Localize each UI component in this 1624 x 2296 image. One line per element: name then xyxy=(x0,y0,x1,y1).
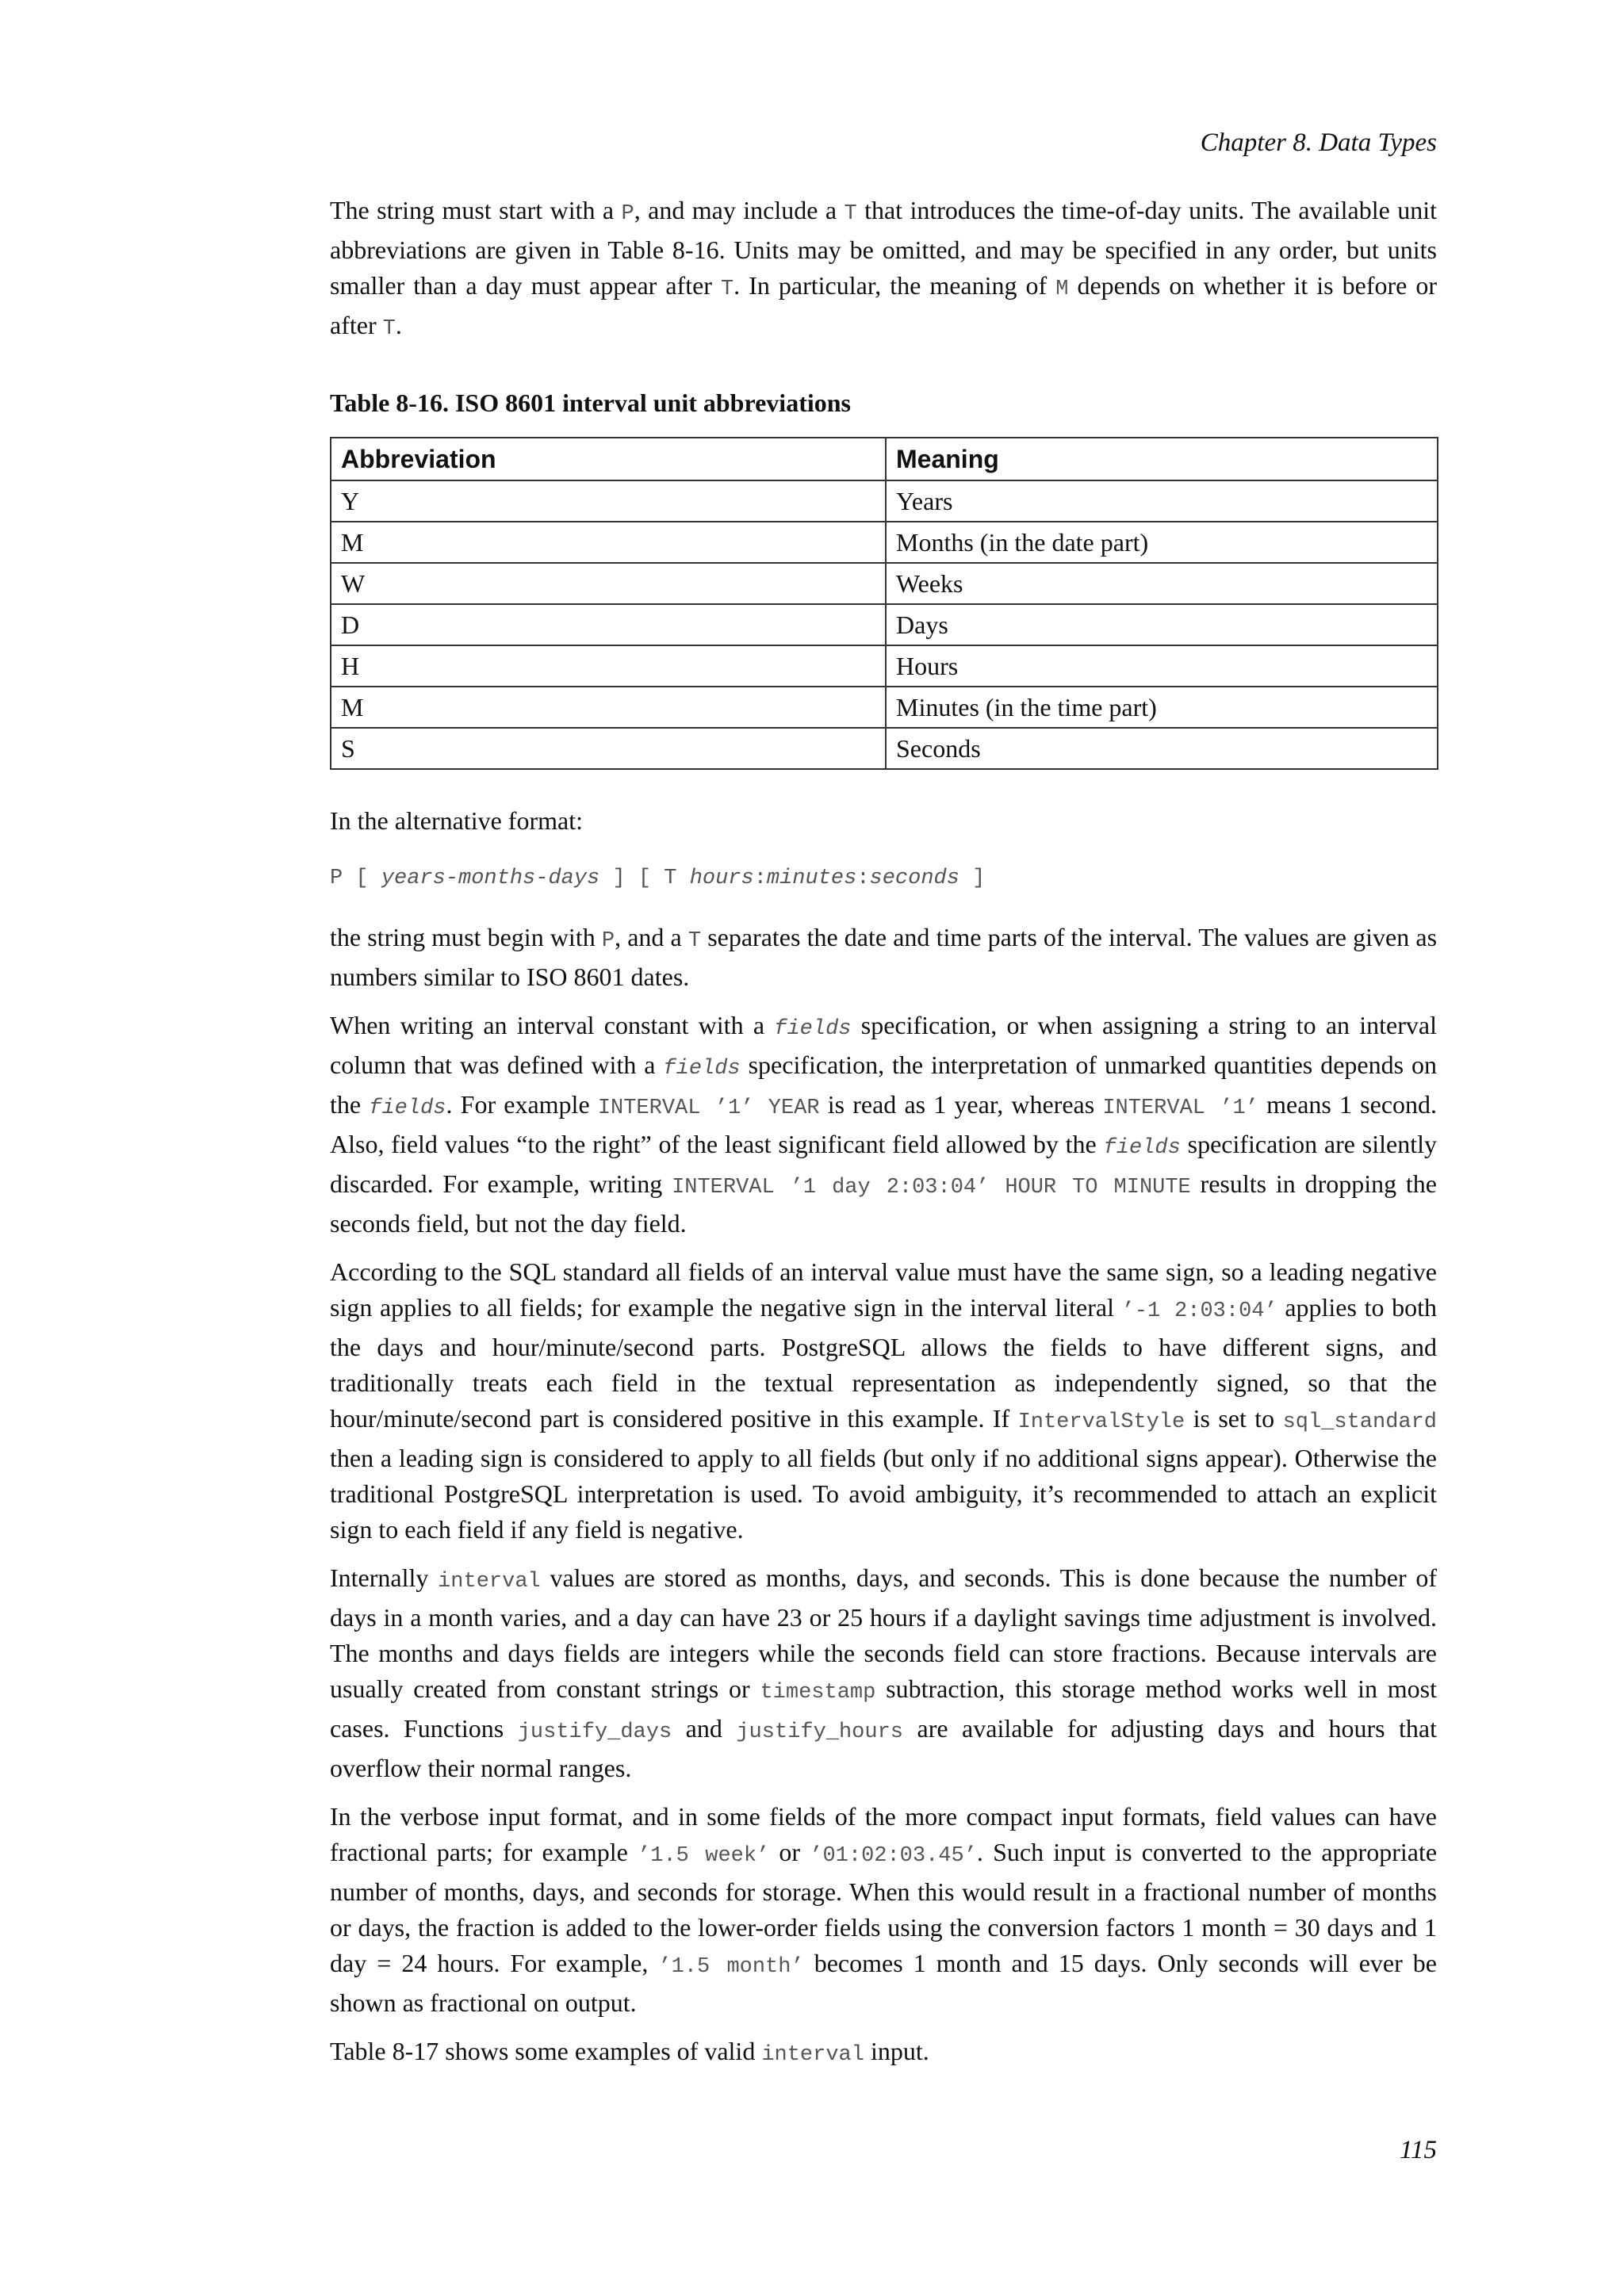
table-row xyxy=(331,563,1438,604)
table-row xyxy=(331,480,1438,522)
code-literal: sql_standard xyxy=(1282,1410,1438,1434)
meaning-cell: Days xyxy=(886,604,1438,645)
paragraph-alternative-rules: the string must begin with P, and a T separates the date and time parts of the interval. The values are given as numbers similar to ISO 8601 dates. xyxy=(330,923,1438,991)
abbreviation-cell: M xyxy=(331,687,886,728)
meaning-cell: Seconds xyxy=(886,728,1438,769)
code-literal: T xyxy=(382,317,396,341)
code-literal: justify_days xyxy=(517,1720,672,1744)
code-literal: timestamp xyxy=(760,1681,876,1705)
column-header-meaning: Meaning xyxy=(886,438,1438,480)
table-row xyxy=(331,687,1438,728)
table-title: Table 8-16. ISO 8601 interval unit abbreviations xyxy=(330,388,851,417)
code-literal: ’-1 2:03:04’ xyxy=(1121,1299,1277,1323)
page-body xyxy=(330,193,1437,2086)
code-literal: P xyxy=(601,929,615,953)
code-literal: INTERVAL ’1’ YEAR xyxy=(597,1096,820,1120)
abbreviation-cell: M xyxy=(331,522,886,563)
paragraph-fields-specification: When writing an interval constant with a fields specification, or when assigning a string to an interval column that was defined with a fields specification, the interpretation of unmarked quantities depends on the fields. For example INTERVAL ’1’ YEAR is read as 1 year, whereas INTERVAL ’1’ means 1 second. Also, field values “to the right” of the least significant field allowed by the fields specification are silently discarded. For example, writing INTERVAL ’1 day 2:03:04’ HOUR TO MINUTE results in dropping the seconds field, but not the day field. xyxy=(330,1011,1438,1238)
code-literal: interval xyxy=(438,1570,541,1594)
code-literal: INTERVAL ’1 day 2:03:04’ HOUR TO MINUTE xyxy=(672,1176,1191,1200)
code-literal: T xyxy=(720,277,734,301)
page-number: 115 xyxy=(1399,2136,1437,2164)
code-literal: T xyxy=(844,202,857,226)
code-literal: P xyxy=(621,202,634,226)
format-synopsis: P [ years-months-days ] [ T hours:minutes:seconds ] xyxy=(330,867,986,890)
table-row xyxy=(331,728,1438,769)
code-literal: T xyxy=(688,929,702,953)
code-literal: justify_hours xyxy=(736,1720,903,1744)
meaning-cell: Weeks xyxy=(886,563,1438,604)
code-literal: fields xyxy=(369,1096,446,1120)
meaning-cell: Months (in the date part) xyxy=(886,522,1438,563)
code-literal: INTERVAL ’1’ xyxy=(1102,1096,1258,1120)
paragraph-sign-handling: According to the SQL standard all fields of an interval value must have the same sign, so a leading negative sign applies to all fields; for example the negative sign in the interval literal ’-1 2:03:04’ applies to both the days and hour/minute/second parts. PostgreSQL allows the fields to have different signs, and traditionally treats each field in the textual representation as independently signed, so that the hour/minute/second part is considered positive in this example. If IntervalStyle is set to sql_standard then a leading sign is considered to apply to all fields (but only if no additional signs appear). Otherwise the traditional PostgreSQL interpretation is used. To avoid ambiguity, it’s recommended to attach an explicit sign to each field if any field is negative. xyxy=(330,1257,1438,1544)
code-literal: ’01:02:03.45’ xyxy=(810,1844,977,1868)
code-literal: IntervalStyle xyxy=(1017,1410,1185,1434)
meaning-cell: Hours xyxy=(886,645,1438,687)
code-literal: fields xyxy=(663,1057,741,1081)
column-header-abbreviation: Abbreviation xyxy=(331,438,886,480)
abbreviation-cell: S xyxy=(331,728,886,769)
code-literal: M xyxy=(1055,277,1069,301)
abbreviation-cell: D xyxy=(331,604,886,645)
code-literal: interval xyxy=(761,2043,864,2067)
paragraph-alternative-format: In the alternative format: xyxy=(330,806,583,835)
paragraph-unit-intro: The string must start with a P, and may include a T that introduces the time-of-day units. The available unit abbreviations are given in Table 8-16. Units may be omitted, and may be specified in any order, but units smaller than a day must appear after T. In particular, the meaning of M depends on whether it is before or after T. xyxy=(330,196,1438,341)
meaning-cell: Minutes (in the time part) xyxy=(886,687,1438,728)
code-literal: ’1.5 month’ xyxy=(658,1955,804,1979)
abbreviation-table xyxy=(330,437,1438,770)
paragraph-internal-storage: Internally interval values are stored as months, days, and seconds. This is done because the number of days in a month varies, and a day can have 23 or 25 hours if a daylight savings time adjustment is involved. The months and days fields are integers while the seconds field can store fractions. Because intervals are usually created from constant strings or timestamp subtraction, this storage method works well in most cases. Functions justify_days and justify_hours are available for adjusting days and hours that overflow their normal ranges. xyxy=(330,1563,1438,1782)
table-header-row xyxy=(331,438,1438,480)
abbreviation-cell: H xyxy=(331,645,886,687)
running-head: Chapter 8. Data Types xyxy=(1200,128,1437,157)
table-row xyxy=(331,645,1438,687)
code-literal: ’1.5 week’ xyxy=(638,1844,770,1868)
table-row xyxy=(331,604,1438,645)
paragraph-table-reference: Table 8-17 shows some examples of valid interval input. xyxy=(330,2037,929,2067)
code-literal: fields xyxy=(774,1017,852,1041)
paragraph-fractional-values: In the verbose input format, and in some fields of the more compact input formats, field values can have fractional parts; for example ’1.5 week’ or ’01:02:03.45’. Such input is converted to the appropriate number of months, days, and seconds for storage. When this would result in a fractional number of months or days, the fraction is added to the lower-order fields using the conversion factors 1 month = 30 days and 1 day = 24 hours. For example, ’1.5 month’ becomes 1 month and 15 days. Only seconds will ever be shown as fractional on output. xyxy=(330,1802,1438,2017)
code-literal: fields xyxy=(1103,1136,1181,1160)
abbreviation-cell: W xyxy=(331,563,886,604)
meaning-cell: Years xyxy=(886,480,1438,522)
abbreviation-cell: Y xyxy=(331,480,886,522)
table-row xyxy=(331,522,1438,563)
